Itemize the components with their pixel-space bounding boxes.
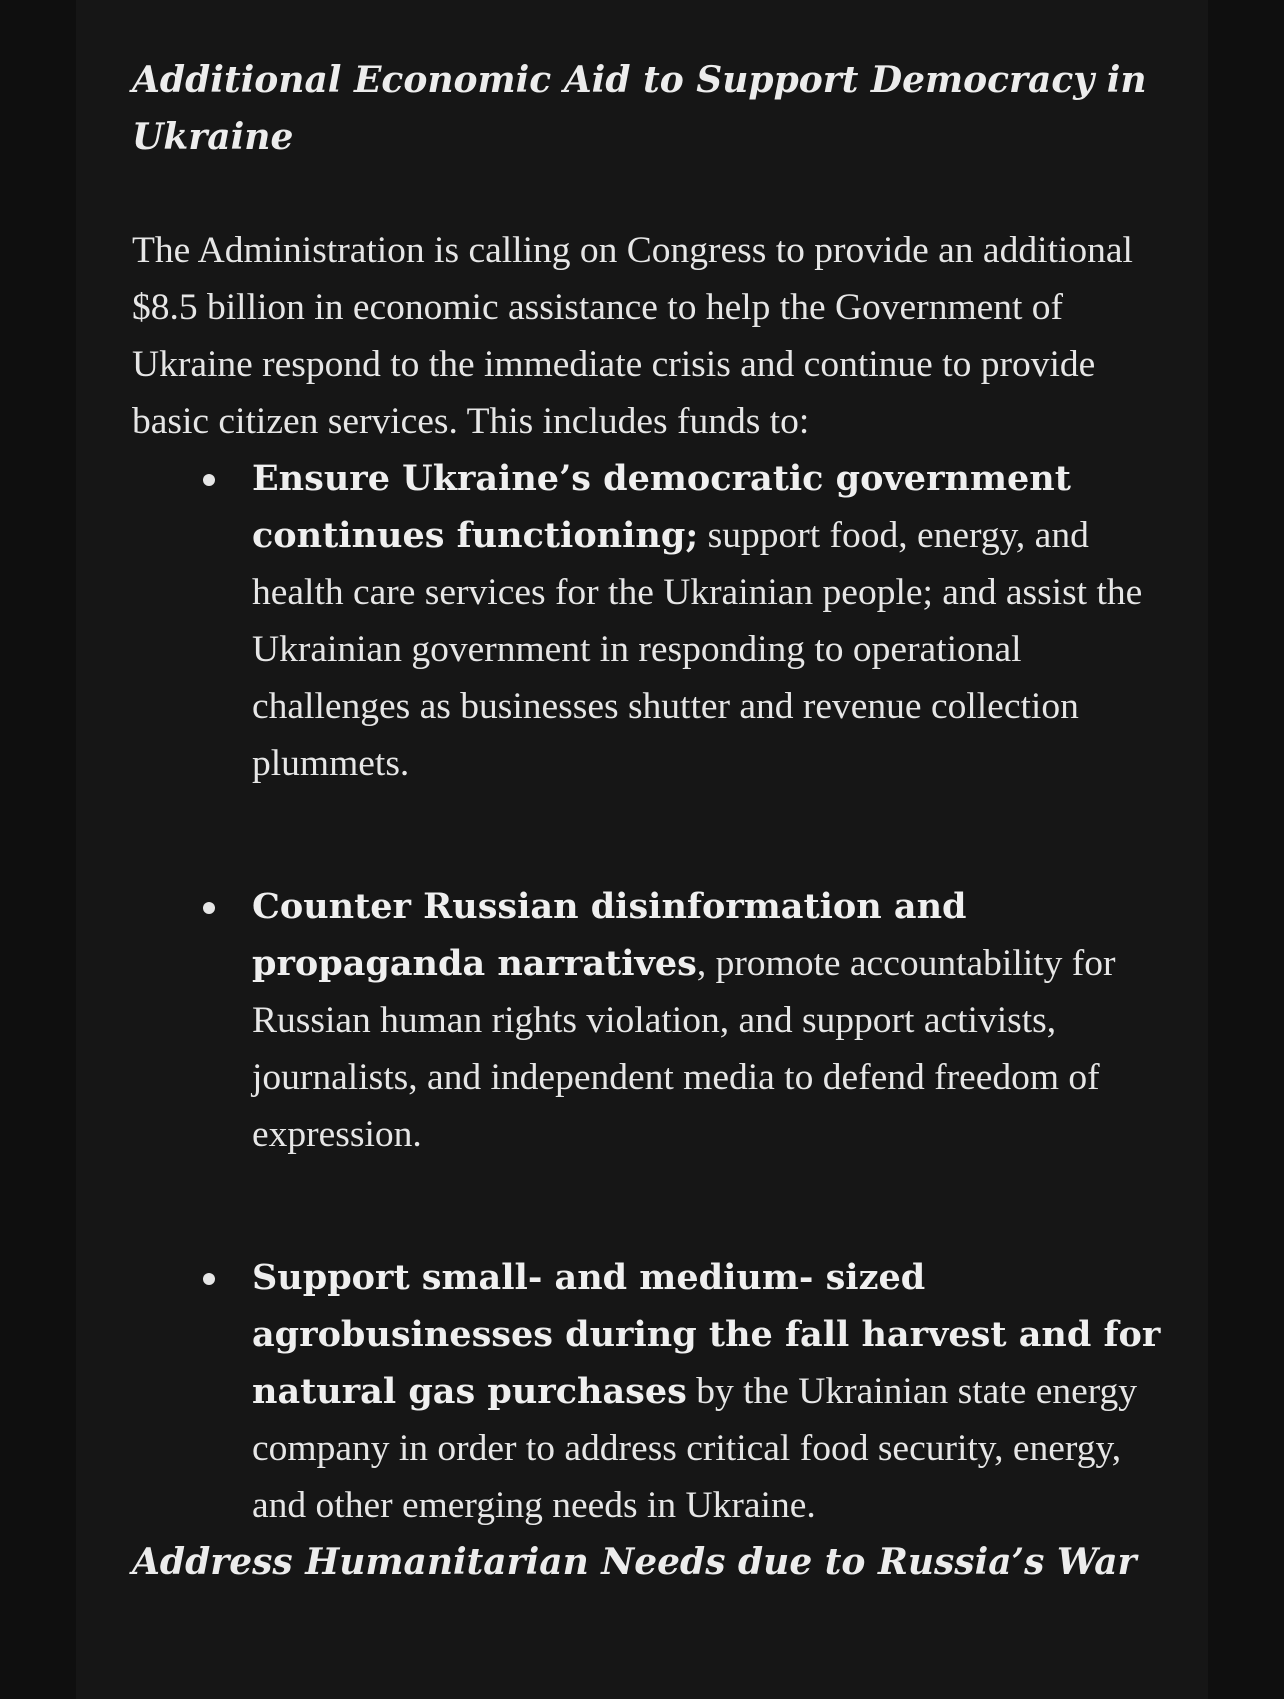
list-item	[252, 450, 1172, 792]
bullet-dot-icon	[203, 474, 215, 486]
bullet-body-text: by the Ukrainian state energy company in order to address critical food security, energy, and other emerging needs in Ukraine.	[252, 1371, 1138, 1526]
bullet-dot-icon	[203, 902, 215, 914]
bullet-body-text: support food, energy, and health care services for the Ukrainian people; and assist the Ukrainian government in responding to operational challenges as businesses shutter and revenue collection plummets.	[252, 515, 1143, 784]
intro-paragraph: The Administration is calling on Congress to provide an additional $8.5 billion in economic assistance to help the Government of Ukraine respond to the immediate crisis and continue to provide basic citizen services. This includes funds to:	[132, 230, 1133, 442]
document-page	[76, 0, 1208, 1699]
section-heading-humanitarian: Address Humanitarian Needs due to Russia’s War	[132, 1541, 1137, 1583]
bullet-dot-icon	[203, 1273, 215, 1285]
list-item	[252, 878, 1172, 1163]
bullet-lead-text: Ensure Ukraine’s democratic government continues functioning;	[252, 458, 1071, 556]
section-heading-economic-aid: Additional Economic Aid to Support Democracy in Ukraine	[132, 59, 1147, 158]
bullet-lead-text: Counter Russian disinformation and propaganda narratives	[252, 886, 967, 984]
article-content	[132, 52, 1172, 1591]
bullet-lead-text: Support small- and medium- sized agrobusinesses during the fall harvest and for natural gas purchases	[252, 1257, 1161, 1412]
funds-bullet-list	[132, 450, 1172, 1534]
list-item	[252, 1249, 1172, 1534]
bullet-body-text: , promote accountability for Russian human rights violation, and support activists, journalists, and independent media to defend freedom of expression.	[252, 943, 1116, 1155]
